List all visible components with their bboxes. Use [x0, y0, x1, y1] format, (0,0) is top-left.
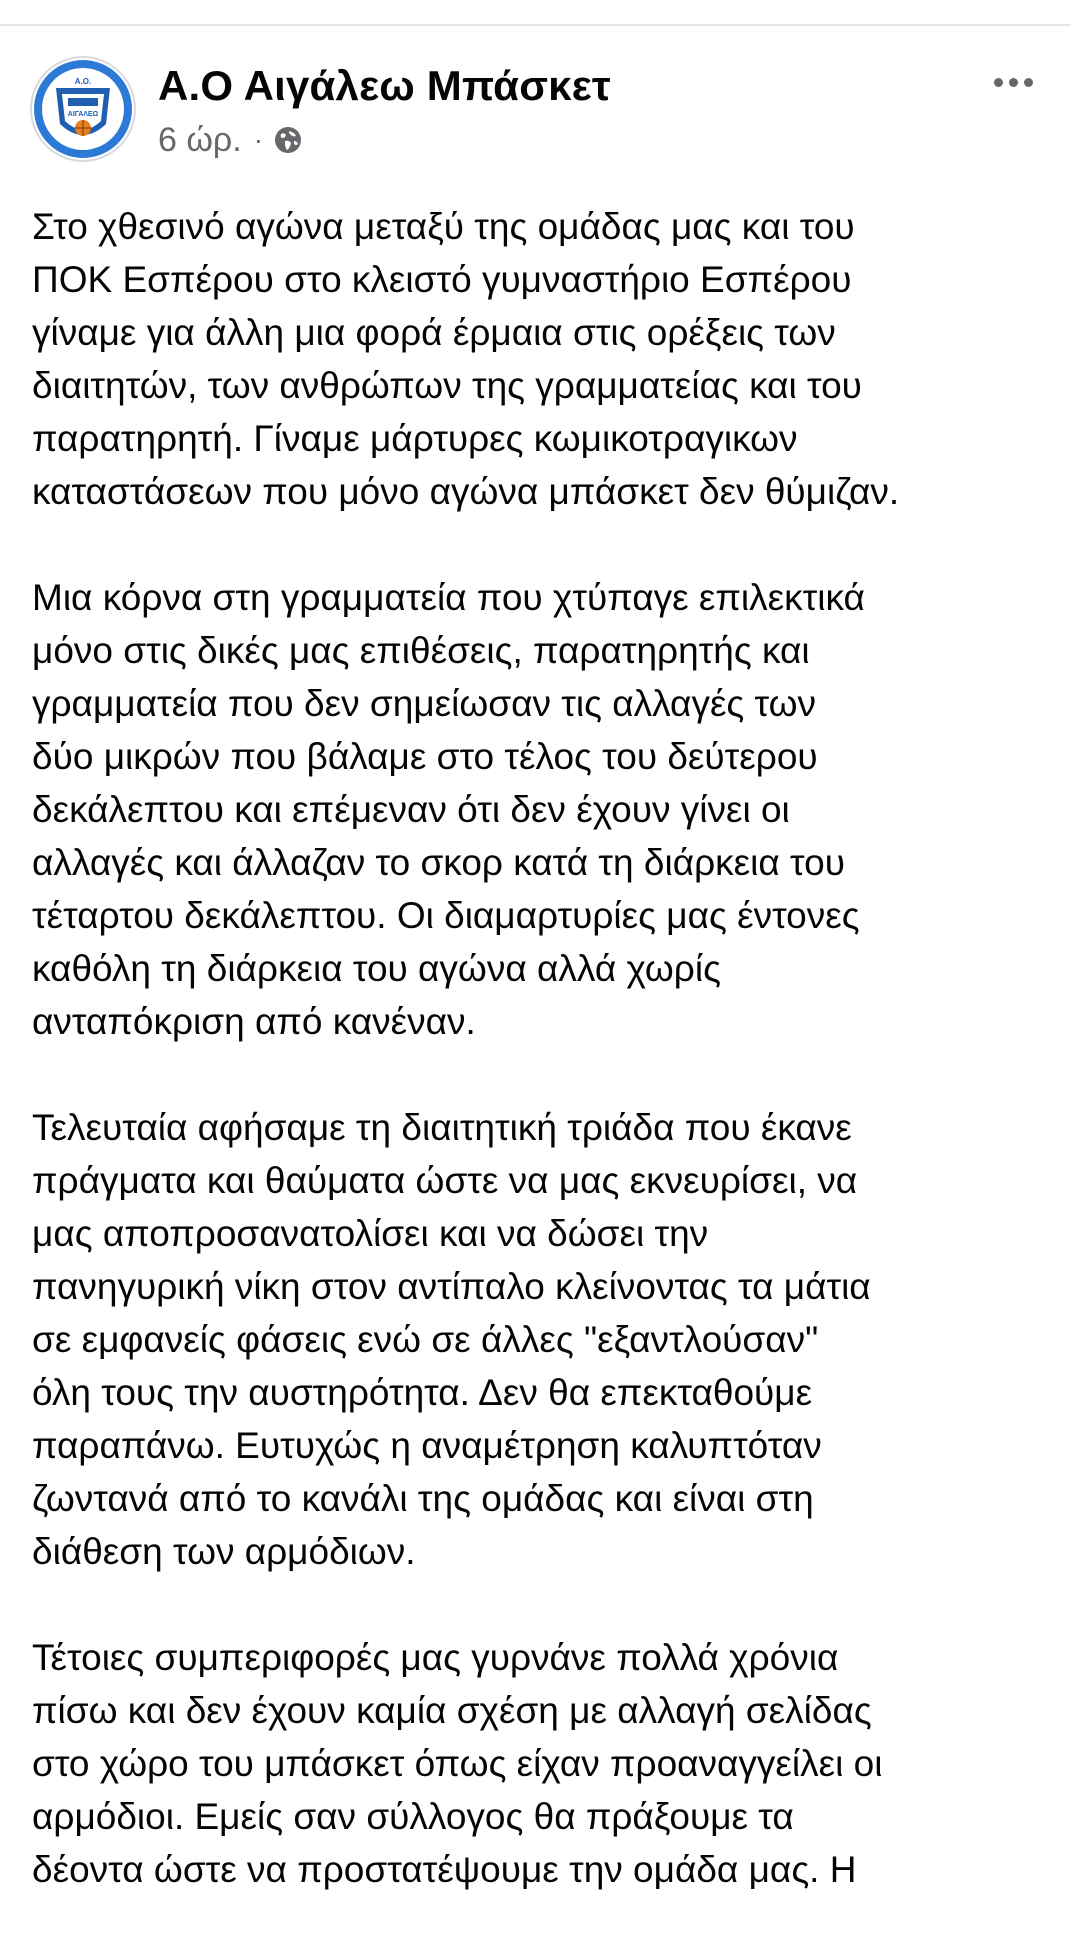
logo-text-top: Α.Ο.: [74, 77, 92, 86]
post-header: [30, 56, 1041, 166]
post-text-line: ΠΟΚ Εσπέρου στο κλειστό γυμναστήριο Εσπέρου: [32, 259, 852, 300]
post-text-line: πίσω και δεν έχουν καμία σχέση με αλλαγή σελίδας: [32, 1690, 872, 1731]
post-text-line: αρμόδιοι. Εμείς σαν σύλλογος θα πράξουμε τα: [32, 1796, 794, 1837]
post-text-line: Μια κόρνα στη γραμματεία που χτύπαγε επιλεκτικά: [32, 577, 865, 618]
club-logo: [32, 58, 134, 160]
post-text-line: διάθεση των αρμόδιων.: [32, 1531, 416, 1572]
post-meta: [158, 118, 303, 162]
post-text-line: σε εμφανείς φάσεις ενώ σε άλλες "εξαντλούσαν": [32, 1319, 819, 1360]
post-text-line: Τελευταία αφήσαμε τη διαιτητική τριάδα που έκανε: [32, 1107, 852, 1148]
post-text-line: πανηγυρική νίκη στον αντίπαλο κλείνοντας τα μάτια: [32, 1266, 871, 1307]
post-text-line: δεκάλεπτου και επέμεναν ότι δεν έχουν γίνει οι: [32, 789, 790, 830]
post-text-line: όλη τους την αυστηρότητα. Δεν θα επεκταθούμε: [32, 1372, 813, 1413]
post-text-line: διαιτητών, των ανθρώπων της γραμματείας και του: [32, 365, 862, 406]
post-text-line: Στο χθεσινό αγώνα μεταξύ της ομάδας μας και του: [32, 206, 855, 247]
more-options-icon: [994, 78, 1003, 87]
post-paragraph: [32, 1631, 1052, 1896]
post-text-line: αλλαγές και άλλαζαν το σκορ κατά τη διάρκεια του: [32, 842, 845, 883]
post-text-line: πράγματα και θαύματα ώστε να μας εκνευρίσει, να: [32, 1160, 858, 1201]
post-text-line: δέοντα ώστε να προστατέψουμε την ομάδα μας. Η: [32, 1849, 857, 1890]
globe-icon: [273, 125, 303, 155]
post-text-line: καταστάσεων που μόνο αγώνα μπάσκετ δεν θύμιζαν.: [32, 471, 900, 512]
post-text-line: τέταρτου δεκάλεπτου. Οι διαμαρτυρίες μας έντονες: [32, 895, 860, 936]
post-time[interactable]: 6 ώρ.: [158, 120, 242, 159]
meta-separator: ·: [253, 124, 264, 155]
page-avatar[interactable]: [30, 56, 136, 162]
post-paragraph: [32, 1101, 1052, 1578]
post-text-line: γίναμε για άλλη μια φορά έρμαια στις ορέξεις των: [32, 312, 836, 353]
post-paragraph: [32, 200, 1052, 518]
post-text-line: μας αποπροσανατολίσει και να δώσει την: [32, 1213, 709, 1254]
post-text-line: ζωντανά από το κανάλι της ομάδας και είναι στη: [32, 1478, 814, 1519]
post-text-line: παραπάνω. Ευτυχώς η αναμέτρηση καλυπτόταν: [32, 1425, 822, 1466]
logo-text-main: ΑΙΓΑΛΕΩ: [67, 111, 99, 118]
post-text-line: παρατηρητή. Γίναμε μάρτυρες κωμικοτραγικων: [32, 418, 798, 459]
page-name[interactable]: Α.Ο Αιγάλεω Μπάσκετ: [158, 62, 611, 109]
more-options-dot: [1009, 78, 1018, 87]
post-text-line: γραμματεία που δεν σημείωσαν τις αλλαγές των: [32, 683, 817, 724]
more-options-dot: [1024, 78, 1033, 87]
post-text-line: δύο μικρών που βάλαμε στο τέλος του δεύτερου: [32, 736, 818, 777]
more-options-button[interactable]: [985, 62, 1041, 102]
post-text-line: μόνο στις δικές μας επιθέσεις, παρατηρητής και: [32, 630, 810, 671]
top-divider: [0, 24, 1071, 26]
post-text-line: καθόλη τη διάρκεια του αγώνα αλλά χωρίς: [32, 948, 721, 989]
post-text-line: στο χώρο του μπάσκετ όπως είχαν προαναγγείλει οι: [32, 1743, 883, 1784]
post-text-line: Τέτοιες συμπεριφορές μας γυρνάνε πολλά χρόνια: [32, 1637, 839, 1678]
post-paragraph: [32, 571, 1052, 1048]
post-text-line: ανταπόκριση από κανέναν.: [32, 1001, 476, 1042]
post-text: [32, 200, 1052, 1949]
